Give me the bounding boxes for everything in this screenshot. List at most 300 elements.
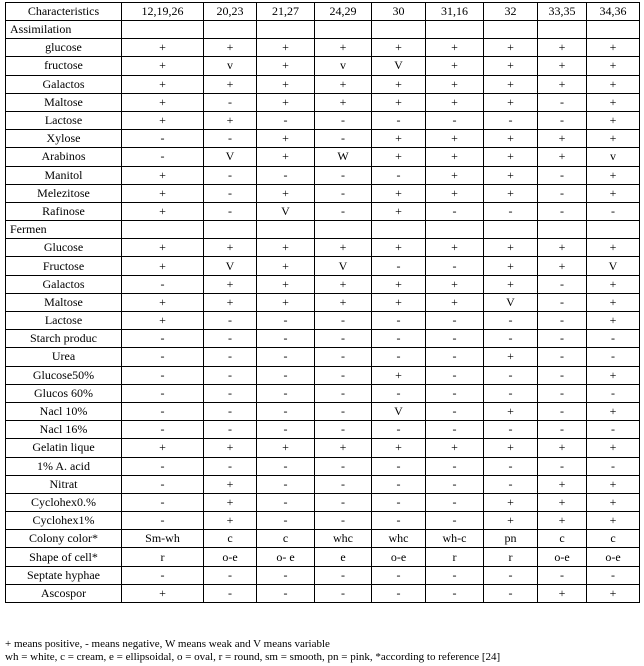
value-cell: - (372, 312, 426, 330)
header-cell: 21,27 (257, 3, 315, 21)
value-cell: - (372, 330, 426, 348)
value-cell: + (538, 512, 587, 530)
value-cell: - (538, 566, 587, 584)
value-cell (587, 221, 640, 239)
value-cell: - (538, 275, 587, 293)
value-cell: + (587, 402, 640, 420)
value-cell: + (372, 39, 426, 57)
value-cell: - (426, 584, 484, 602)
value-cell: - (204, 130, 257, 148)
value-cell: + (484, 257, 538, 275)
value-cell: - (372, 421, 426, 439)
value-cell: - (426, 402, 484, 420)
value-cell: + (372, 202, 426, 220)
value-cell (315, 221, 372, 239)
value-cell: - (538, 384, 587, 402)
value-cell: + (257, 257, 315, 275)
value-cell: - (315, 366, 372, 384)
value-cell: + (538, 239, 587, 257)
value-cell (372, 221, 426, 239)
value-cell: - (257, 166, 315, 184)
value-cell: + (372, 148, 426, 166)
value-cell: + (122, 312, 204, 330)
value-cell: + (204, 493, 257, 511)
value-cell: + (257, 184, 315, 202)
value-cell: + (538, 439, 587, 457)
value-cell: + (204, 475, 257, 493)
value-cell: + (484, 39, 538, 57)
value-cell: - (122, 148, 204, 166)
value-cell: + (426, 439, 484, 457)
value-cell: + (204, 439, 257, 457)
value-cell: - (315, 202, 372, 220)
table-row (6, 530, 640, 548)
table-row (6, 75, 640, 93)
value-cell: V (372, 402, 426, 420)
value-cell: - (315, 493, 372, 511)
value-cell: + (426, 130, 484, 148)
value-cell: + (587, 493, 640, 511)
value-cell: - (484, 584, 538, 602)
header-cell: 20,23 (204, 3, 257, 21)
value-cell: - (257, 348, 315, 366)
value-cell: - (204, 421, 257, 439)
table-row (6, 39, 640, 57)
value-cell: - (426, 512, 484, 530)
value-cell: pn (484, 530, 538, 548)
table-row (6, 439, 640, 457)
footnote-symbols: + means positive, - means negative, W means weak and V means variable (5, 638, 330, 650)
value-cell (484, 21, 538, 39)
value-cell: - (426, 384, 484, 402)
value-cell: - (587, 566, 640, 584)
value-cell: + (122, 293, 204, 311)
value-cell: + (538, 57, 587, 75)
value-cell: - (538, 366, 587, 384)
value-cell: + (204, 275, 257, 293)
value-cell: + (587, 439, 640, 457)
row-label: Starch produc (6, 330, 122, 348)
value-cell: - (204, 457, 257, 475)
section-label: Assimilation (6, 21, 122, 39)
value-cell: - (538, 402, 587, 420)
value-cell: + (587, 111, 640, 129)
table-row (6, 566, 640, 584)
value-cell: - (315, 348, 372, 366)
value-cell: + (372, 275, 426, 293)
value-cell: - (426, 366, 484, 384)
table-row (6, 239, 640, 257)
value-cell: + (315, 293, 372, 311)
table-row (6, 57, 640, 75)
value-cell: - (122, 275, 204, 293)
value-cell: - (538, 312, 587, 330)
value-cell: - (257, 330, 315, 348)
value-cell: v (315, 57, 372, 75)
value-cell: - (372, 348, 426, 366)
value-cell: + (257, 275, 315, 293)
value-cell: v (204, 57, 257, 75)
value-cell: + (372, 93, 426, 111)
value-cell: + (587, 584, 640, 602)
value-cell: - (538, 457, 587, 475)
value-cell (372, 21, 426, 39)
value-cell: + (484, 93, 538, 111)
value-cell: o-e (372, 548, 426, 566)
value-cell (204, 221, 257, 239)
value-cell: - (257, 111, 315, 129)
value-cell: Sm-wh (122, 530, 204, 548)
table-row (6, 475, 640, 493)
value-cell (122, 21, 204, 39)
value-cell: + (315, 239, 372, 257)
table-row (6, 548, 640, 566)
value-cell: - (426, 566, 484, 584)
value-cell: r (426, 548, 484, 566)
value-cell (315, 21, 372, 39)
value-cell: - (538, 111, 587, 129)
table-row (6, 130, 640, 148)
value-cell: - (426, 475, 484, 493)
value-cell: + (315, 275, 372, 293)
value-cell: - (426, 257, 484, 275)
value-cell: - (122, 384, 204, 402)
table-header-row (6, 3, 640, 21)
value-cell: + (122, 202, 204, 220)
value-cell: + (538, 493, 587, 511)
row-label: Cyclohex1% (6, 512, 122, 530)
value-cell: - (484, 457, 538, 475)
value-cell: + (484, 166, 538, 184)
value-cell (426, 21, 484, 39)
value-cell: - (204, 330, 257, 348)
value-cell: + (204, 239, 257, 257)
value-cell: - (426, 457, 484, 475)
value-cell: + (257, 93, 315, 111)
value-cell: - (538, 293, 587, 311)
value-cell: - (204, 366, 257, 384)
value-cell: + (484, 402, 538, 420)
value-cell: - (372, 566, 426, 584)
value-cell: + (587, 275, 640, 293)
header-cell: Characteristics (6, 3, 122, 21)
value-cell: - (372, 111, 426, 129)
value-cell: - (426, 202, 484, 220)
value-cell: + (315, 93, 372, 111)
header-cell: 12,19,26 (122, 3, 204, 21)
value-cell: + (122, 39, 204, 57)
value-cell: - (484, 312, 538, 330)
table-row (6, 166, 640, 184)
value-cell: + (538, 257, 587, 275)
value-cell: - (122, 475, 204, 493)
table-row (6, 202, 640, 220)
value-cell: + (257, 75, 315, 93)
value-cell: c (538, 530, 587, 548)
value-cell: - (204, 93, 257, 111)
value-cell: + (484, 184, 538, 202)
row-label: Septate hyphae (6, 566, 122, 584)
value-cell: + (587, 475, 640, 493)
value-cell: + (484, 130, 538, 148)
header-cell: 34,36 (587, 3, 640, 21)
value-cell: - (315, 566, 372, 584)
value-cell: V (372, 57, 426, 75)
value-cell: - (315, 584, 372, 602)
row-label: Gelatin lique (6, 439, 122, 457)
value-cell: - (484, 366, 538, 384)
value-cell: - (204, 384, 257, 402)
value-cell: + (315, 39, 372, 57)
value-cell: + (587, 57, 640, 75)
value-cell: - (257, 584, 315, 602)
value-cell: - (484, 202, 538, 220)
value-cell: + (372, 184, 426, 202)
table-row (6, 402, 640, 420)
value-cell: + (587, 512, 640, 530)
value-cell: + (484, 512, 538, 530)
value-cell: + (484, 348, 538, 366)
table-row (6, 348, 640, 366)
value-cell: whc (315, 530, 372, 548)
value-cell: - (426, 421, 484, 439)
value-cell: + (426, 184, 484, 202)
table-row (6, 148, 640, 166)
value-cell: c (257, 530, 315, 548)
value-cell: - (538, 348, 587, 366)
table-row (6, 312, 640, 330)
value-cell (257, 21, 315, 39)
value-cell: + (426, 93, 484, 111)
value-cell: + (204, 293, 257, 311)
value-cell: - (315, 330, 372, 348)
value-cell: + (122, 439, 204, 457)
value-cell: - (426, 330, 484, 348)
row-label: glucose (6, 39, 122, 57)
value-cell: W (315, 148, 372, 166)
value-cell: - (426, 348, 484, 366)
value-cell: + (372, 366, 426, 384)
value-cell: - (484, 330, 538, 348)
value-cell: - (315, 384, 372, 402)
value-cell (122, 221, 204, 239)
value-cell: - (587, 348, 640, 366)
value-cell: c (587, 530, 640, 548)
value-cell: c (204, 530, 257, 548)
value-cell: - (315, 421, 372, 439)
value-cell (204, 21, 257, 39)
value-cell: + (426, 275, 484, 293)
value-cell: V (587, 257, 640, 275)
value-cell: V (257, 202, 315, 220)
value-cell: - (257, 457, 315, 475)
value-cell: + (484, 148, 538, 166)
value-cell: - (204, 402, 257, 420)
table-row (6, 366, 640, 384)
table-row (6, 257, 640, 275)
value-cell: - (122, 330, 204, 348)
value-cell: + (122, 584, 204, 602)
value-cell (587, 21, 640, 39)
value-cell: + (426, 75, 484, 93)
value-cell: + (315, 75, 372, 93)
value-cell: + (484, 439, 538, 457)
value-cell: - (372, 457, 426, 475)
value-cell: - (204, 348, 257, 366)
value-cell: + (257, 293, 315, 311)
value-cell: + (538, 130, 587, 148)
table-row (6, 421, 640, 439)
header-cell: 32 (484, 3, 538, 21)
value-cell: - (315, 402, 372, 420)
value-cell: + (257, 439, 315, 457)
table-row (6, 184, 640, 202)
value-cell: + (538, 39, 587, 57)
row-label: Glucos 60% (6, 384, 122, 402)
value-cell: - (204, 566, 257, 584)
row-label: Xylose (6, 130, 122, 148)
value-cell: - (122, 493, 204, 511)
value-cell: + (587, 293, 640, 311)
value-cell: + (372, 130, 426, 148)
table-row (6, 293, 640, 311)
value-cell: + (484, 275, 538, 293)
value-cell: - (204, 184, 257, 202)
value-cell: + (587, 130, 640, 148)
value-cell: + (372, 439, 426, 457)
value-cell: - (538, 202, 587, 220)
value-cell: + (426, 293, 484, 311)
value-cell: - (122, 402, 204, 420)
row-label: Manitol (6, 166, 122, 184)
value-cell: - (587, 384, 640, 402)
value-cell: - (587, 457, 640, 475)
value-cell: + (538, 75, 587, 93)
value-cell: + (122, 93, 204, 111)
row-label: Nacl 10% (6, 402, 122, 420)
table-section-row (6, 221, 640, 239)
value-cell: + (122, 57, 204, 75)
table-row (6, 584, 640, 602)
table-row (6, 512, 640, 530)
row-label: Nacl 16% (6, 421, 122, 439)
value-cell: - (484, 475, 538, 493)
row-label: Fructose (6, 257, 122, 275)
value-cell: V (204, 257, 257, 275)
table-row (6, 330, 640, 348)
value-cell: V (204, 148, 257, 166)
value-cell: - (122, 348, 204, 366)
value-cell: e (315, 548, 372, 566)
value-cell: r (122, 548, 204, 566)
value-cell: + (372, 293, 426, 311)
value-cell: - (315, 457, 372, 475)
footnote-abbreviations: wh = white, c = cream, e = ellipsoidal, o = oval, r = round, sm = smooth, pn = pink, *according to reference [24] (5, 651, 501, 663)
value-cell (484, 221, 538, 239)
value-cell: - (426, 312, 484, 330)
row-label: Lactose (6, 312, 122, 330)
value-cell: - (315, 512, 372, 530)
value-cell: - (372, 166, 426, 184)
value-cell: + (484, 75, 538, 93)
value-cell: o-e (538, 548, 587, 566)
value-cell: - (484, 111, 538, 129)
value-cell: + (257, 148, 315, 166)
value-cell: - (538, 166, 587, 184)
row-label: Arabinos (6, 148, 122, 166)
value-cell: + (538, 475, 587, 493)
value-cell: - (257, 384, 315, 402)
characteristics-table-container (5, 2, 639, 603)
row-label: Cyclohex0.% (6, 493, 122, 511)
table-row (6, 384, 640, 402)
row-label: Shape of cell* (6, 548, 122, 566)
value-cell: - (257, 566, 315, 584)
value-cell: - (372, 584, 426, 602)
value-cell: + (122, 184, 204, 202)
table-footnotes (5, 638, 639, 664)
value-cell: - (315, 475, 372, 493)
value-cell: o- e (257, 548, 315, 566)
value-cell: - (257, 421, 315, 439)
value-cell: + (587, 366, 640, 384)
value-cell: - (257, 366, 315, 384)
table-body (6, 21, 640, 603)
table-row (6, 93, 640, 111)
value-cell: - (257, 312, 315, 330)
value-cell: whc (372, 530, 426, 548)
row-label: Rafinose (6, 202, 122, 220)
value-cell (538, 221, 587, 239)
value-cell: + (257, 239, 315, 257)
value-cell: + (315, 439, 372, 457)
value-cell: + (426, 57, 484, 75)
value-cell: + (587, 239, 640, 257)
table-row (6, 493, 640, 511)
value-cell: + (426, 148, 484, 166)
value-cell: + (426, 166, 484, 184)
value-cell: - (315, 312, 372, 330)
value-cell (538, 21, 587, 39)
table-row (6, 275, 640, 293)
value-cell: - (204, 312, 257, 330)
row-label: Lactose (6, 111, 122, 129)
value-cell: + (426, 39, 484, 57)
value-cell: V (315, 257, 372, 275)
value-cell: + (122, 75, 204, 93)
value-cell: o-e (587, 548, 640, 566)
value-cell: - (257, 475, 315, 493)
value-cell: + (204, 39, 257, 57)
row-label: Galactos (6, 275, 122, 293)
row-label: 1% A. acid (6, 457, 122, 475)
value-cell: - (315, 166, 372, 184)
value-cell: + (587, 39, 640, 57)
value-cell: + (257, 57, 315, 75)
value-cell: - (426, 111, 484, 129)
value-cell: + (204, 75, 257, 93)
row-label: Colony color* (6, 530, 122, 548)
value-cell: - (204, 584, 257, 602)
value-cell: - (122, 421, 204, 439)
value-cell: - (587, 202, 640, 220)
row-label: Ascospor (6, 584, 122, 602)
value-cell: - (372, 257, 426, 275)
value-cell: - (257, 493, 315, 511)
value-cell: - (484, 384, 538, 402)
value-cell: - (122, 457, 204, 475)
value-cell: - (484, 566, 538, 584)
